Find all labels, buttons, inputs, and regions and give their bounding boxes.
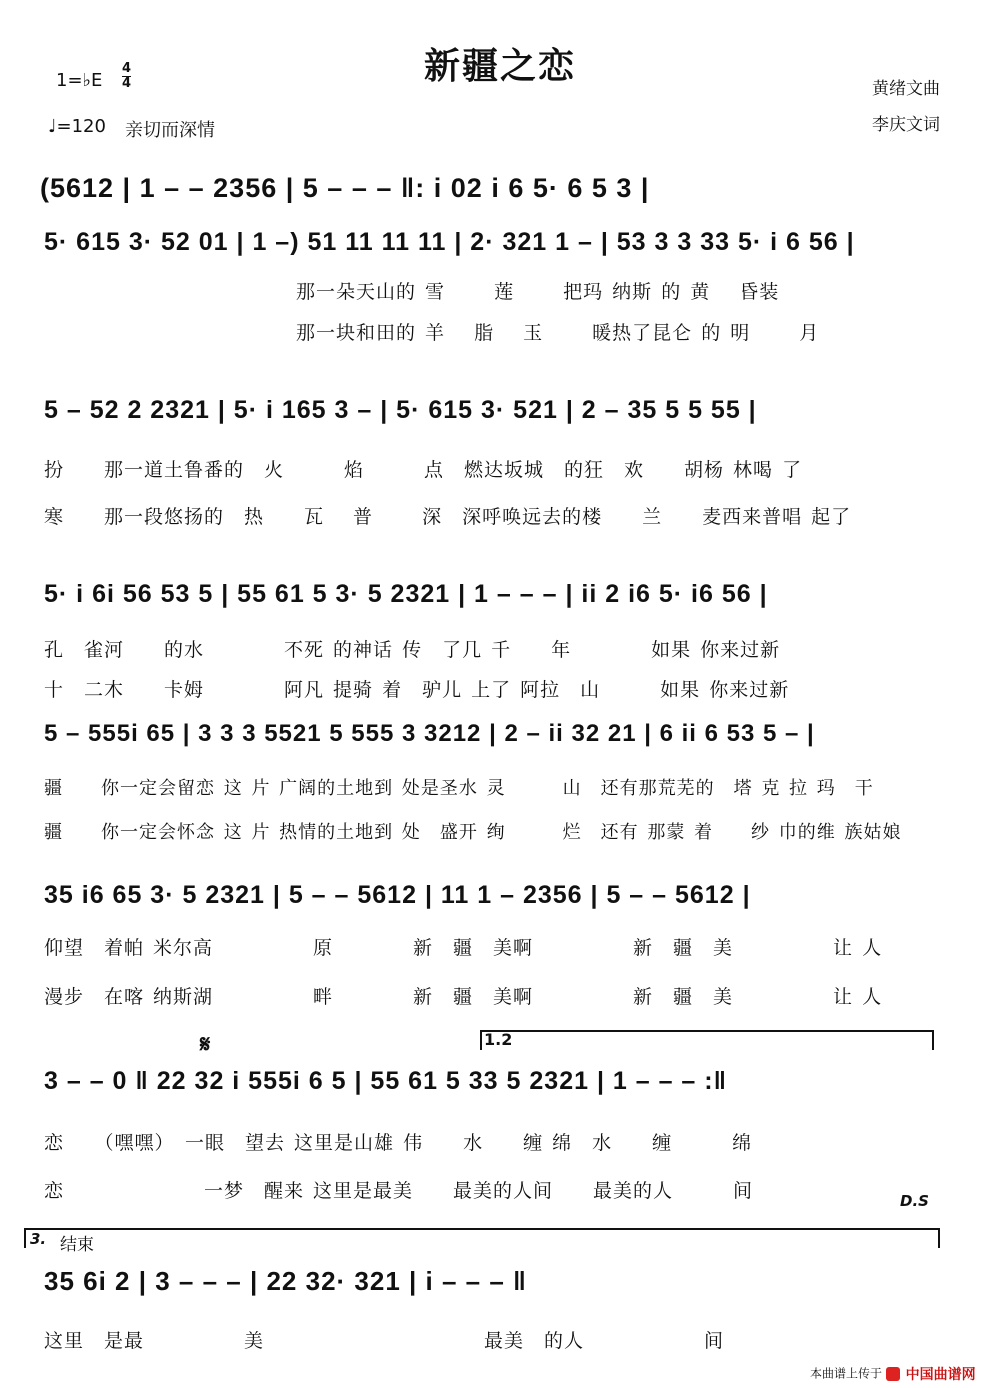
system-5-notes: 5 – 555i 65 | 3 3 3 5521 5 555 3 3212 | 2 – ii 32 21 | 6 ii 6 53 5 – | <box>44 720 815 747</box>
ds-marking: D.S <box>900 1192 929 1210</box>
system-8-notes: 35 6i 2 | 3 – – – | 22 32· 321 | i – – – ‖ <box>44 1266 527 1296</box>
system-3-notes: 5 – 52 2 2321 | 5· i 165 3 – | 5· 615 3· 521 | 2 – 35 5 5 55 | <box>44 396 757 424</box>
system-3-lyrics-2: 寒 那一段悠扬的 热 瓦 普 深 深呼唤远去的楼 兰 麦西来普唱 起了 <box>44 506 852 528</box>
system-6-lyrics-1: 仰望 着帕 米尔高 原 新 疆 美啊 新 疆 美 让 人 <box>44 937 883 959</box>
system-7-notes: 3 – – 0 ‖ 22 32 i 555i 6 5 | 55 61 5 33 5 2321 | 1 – – – :‖ <box>44 1067 728 1095</box>
system-2-lyrics-2: 那一块和田的 羊 脂 玉 暖热了昆仑 的 明 月 <box>296 322 820 344</box>
composer-credit: 黄绪文曲 <box>872 79 940 99</box>
system-3-lyrics-1: 扮 那一道土鲁番的 火 焰 点 燃达坂城 的狂 欢 胡杨 林喝 了 <box>44 459 803 481</box>
system-1-notes: (5612 | 1 – – 2356 | 5 – – – ‖: i 02 i 6 5· 6 5 3 | <box>40 173 650 203</box>
footer-site-name[interactable]: 中国曲谱网 <box>905 1367 976 1383</box>
footer-text: 本曲谱上传于 <box>810 1366 883 1381</box>
system-4-lyrics-1: 孔 雀河 的水 不死 的神话 传 了几 千 年 如果 你来过新 <box>44 639 781 661</box>
volta-bracket-3 <box>24 1228 940 1248</box>
time-sig-numerator: 4 <box>122 61 132 76</box>
system-5-lyrics-2: 疆 你一定会怀念 这 片 热情的土地到 处 盛开 绚 烂 还有 那蒙 着 纱 巾的维 族姑娘 <box>44 822 902 843</box>
system-2-notes: 5· 615 3· 52 01 | 1 –) 51 11 11 11 | 2· 321 1 – | 53 3 3 33 5· i 6 56 | <box>44 228 855 256</box>
system-2-lyrics-1: 那一朵天山的 雪 莲 把玛 纳斯 的 黄 昏装 <box>296 281 780 303</box>
tempo-mark: ♩=120 <box>48 116 106 137</box>
ending-label: 结束 <box>60 1235 94 1255</box>
system-8-lyrics-1: 这里 是最 美 最美 的人 间 <box>44 1330 725 1352</box>
lyricist-credit: 李庆文词 <box>872 115 940 135</box>
system-6-notes: 35 i6 65 3· 5 2321 | 5 – – 5612 | 11 1 – 2356 | 5 – – 5612 | <box>44 881 751 909</box>
site-logo-icon <box>886 1367 900 1381</box>
system-4-lyrics-2: 十 二木 卡姆 阿凡 提骑 着 驴儿 上了 阿拉 山 如果 你来过新 <box>44 679 790 701</box>
time-signature <box>122 62 131 91</box>
key-signature: 1=♭E <box>56 70 103 91</box>
volta-bracket-2 <box>480 1030 934 1050</box>
system-7-lyrics-1: 恋 （嘿嘿） 一眼 望去 这里是山雄 伟 水 缠 绵 水 缠 绵 <box>44 1132 753 1154</box>
volta-2-label: 1.2 <box>484 1030 513 1049</box>
footer <box>810 1364 976 1384</box>
system-5-lyrics-1: 疆 你一定会留恋 这 片 广阔的土地到 处是圣水 灵 山 还有那荒芜的 塔 克 拉 玛 干 <box>44 778 874 799</box>
segno-sign: 𝄋 <box>200 1030 211 1058</box>
expression-mark: 亲切而深情 <box>125 120 215 141</box>
system-6-lyrics-2: 漫步 在喀 纳斯湖 畔 新 疆 美啊 新 疆 美 让 人 <box>44 986 883 1008</box>
system-4-notes: 5· i 6i 56 53 5 | 55 61 5 3· 5 2321 | 1 – – – | ii 2 i6 5· i6 56 | <box>44 580 768 608</box>
time-sig-denominator: 4 <box>122 76 132 91</box>
song-title: 新疆之恋 <box>423 46 576 87</box>
volta-3-label: 3. <box>30 1230 47 1248</box>
system-7-lyrics-2: 恋 一梦 醒来 这里是最美 最美的人间 最美的人 间 <box>44 1180 754 1202</box>
